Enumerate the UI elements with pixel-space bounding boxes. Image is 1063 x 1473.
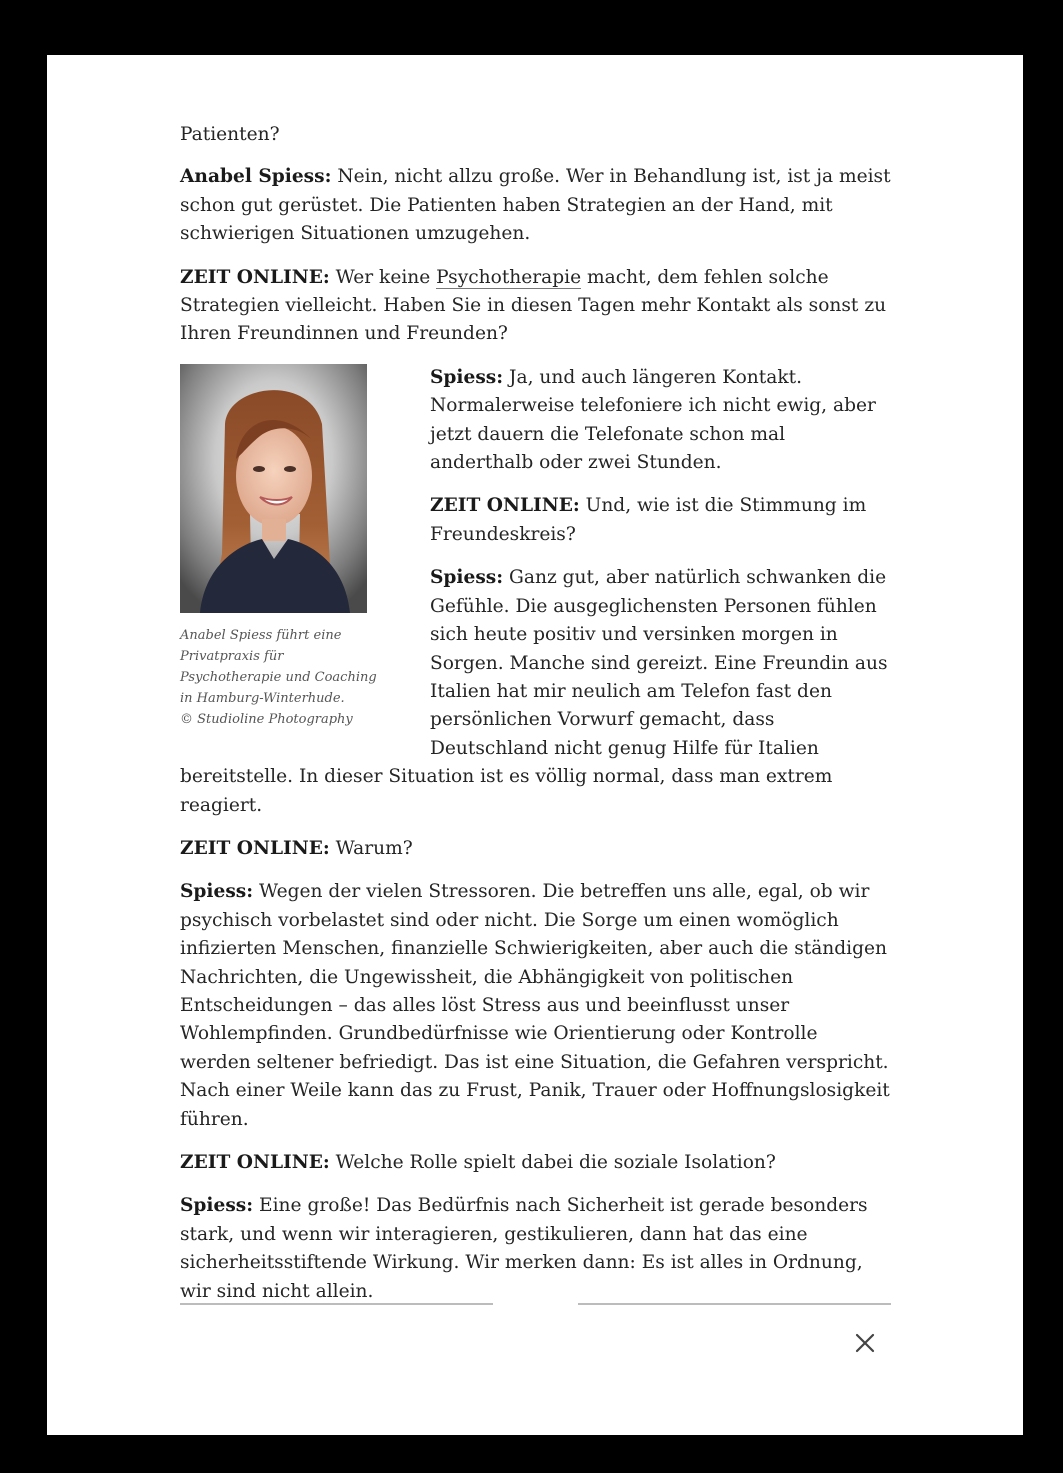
- photo-caption: [180, 625, 380, 730]
- paragraph-text: Eine große! Das Bedürfnis nach Sicherheit ist gerade besonders stark, und wenn wir interagieren, gestikulieren, dann hat das eine sicherheitsstiftende Wirkung. Wir merken dann: Es ist alles in Ordnung, wir sind nicht allein.: [180, 1195, 868, 1302]
- caption-line: Psychotherapie und Coaching: [180, 669, 377, 685]
- caption-line: in Hamburg-Winterhude.: [180, 690, 345, 706]
- paragraph-text: Und, wie ist die Stimmung im Freundeskreis?: [430, 495, 867, 545]
- paragraph-question: [180, 835, 892, 863]
- paragraph-answer: [180, 163, 892, 248]
- speaker-label: ZEIT ONLINE:: [430, 495, 580, 517]
- close-icon[interactable]: [850, 1328, 880, 1358]
- speaker-label: Spiess:: [180, 1195, 254, 1217]
- paragraph-text: Wer keine: [329, 266, 437, 288]
- article-page: [47, 55, 1023, 1435]
- paragraph-answer: [180, 1192, 892, 1306]
- paragraph-text: Ja, und auch längeren Kontakt. Normalerweise telefoniere ich nicht ewig, aber jetzt dauern die Telefonate schon mal anderthalb oder zwei Stunden.: [430, 366, 876, 474]
- paragraph-question: [180, 1149, 892, 1177]
- portrait-figure: [180, 364, 390, 730]
- caption-line: Anabel Spiess führt eine: [180, 627, 342, 643]
- paragraph-question-end: [180, 121, 892, 149]
- psychotherapie-link[interactable]: Psychotherapie: [436, 266, 582, 288]
- paragraph-text: Ganz gut, aber natürlich schwanken die Gefühle. Die ausgeglichensten Personen fühlen sich heute positiv und versinken morgen in Sorgen. Manche sind gereizt. Eine Freundin aus Italien hat mir neulich am Telefon fast den persönlichen Vorwurf gemacht, dass Deutschland nicht genug Hilfe für Italien bereitstelle. In dieser Situation ist es völlig normal, dass man extrem reagiert.: [180, 567, 888, 816]
- paragraph-answer: [180, 878, 892, 1134]
- portrait-photo: [180, 364, 367, 613]
- paragraph-text: Warum?: [329, 837, 413, 859]
- paragraph-text: Wegen der vielen Stressoren. Die betreffen uns alle, egal, ob wir psychisch vorbelastet sind oder nicht. Die Sorge um einen womöglich infizierten Menschen, finanzielle Schwierigkeiten, aber auch die ständigen Nachrichten, die Ungewissheit, die Abhängigkeit von politischen Entscheidungen – das alles löst Stress aus und beeinflusst unser Wohlempfinden. Grundbedürfnisse wie Orientierung oder Kontrolle werden seltener befriedigt. Das ist eine Situation, die Gefahren verspricht. Nach einer Weile kann das zu Frust, Panik, Trauer oder Hoffnungslosigkeit führen.: [180, 881, 890, 1130]
- speaker-label: Spiess:: [180, 881, 254, 903]
- speaker-label: Anabel Spiess:: [180, 166, 332, 188]
- divider-left: [180, 1303, 493, 1305]
- paragraph-text: Welche Rolle spielt dabei die soziale Isolation?: [329, 1152, 776, 1173]
- speaker-label: Spiess:: [430, 567, 504, 589]
- divider-right: [578, 1303, 891, 1305]
- caption-line: Privatpraxis für: [180, 648, 284, 664]
- speaker-label: ZEIT ONLINE:: [180, 266, 330, 288]
- paragraph-text: Nein, nicht allzu große. Wer in Behandlung ist, ist ja meist schon gut gerüstet. Die Patienten haben Strategien an der Hand, mit schwierigen Situationen umzugehen.: [180, 166, 891, 245]
- paragraph-text: macht, dem fehlen solche Strategien vielleicht. Haben Sie in diesen Tagen mehr Kontakt als sonst zu Ihren Freundinnen und Freunden?: [180, 266, 887, 345]
- paragraph-question: [180, 264, 892, 349]
- article-body: [180, 121, 892, 1321]
- caption-credit: © Studioline Photography: [180, 711, 353, 727]
- speaker-label: ZEIT ONLINE:: [180, 1152, 330, 1173]
- paragraph-text: Patienten?: [180, 124, 280, 145]
- speaker-label: Spiess:: [430, 366, 504, 388]
- speaker-label: ZEIT ONLINE:: [180, 837, 330, 859]
